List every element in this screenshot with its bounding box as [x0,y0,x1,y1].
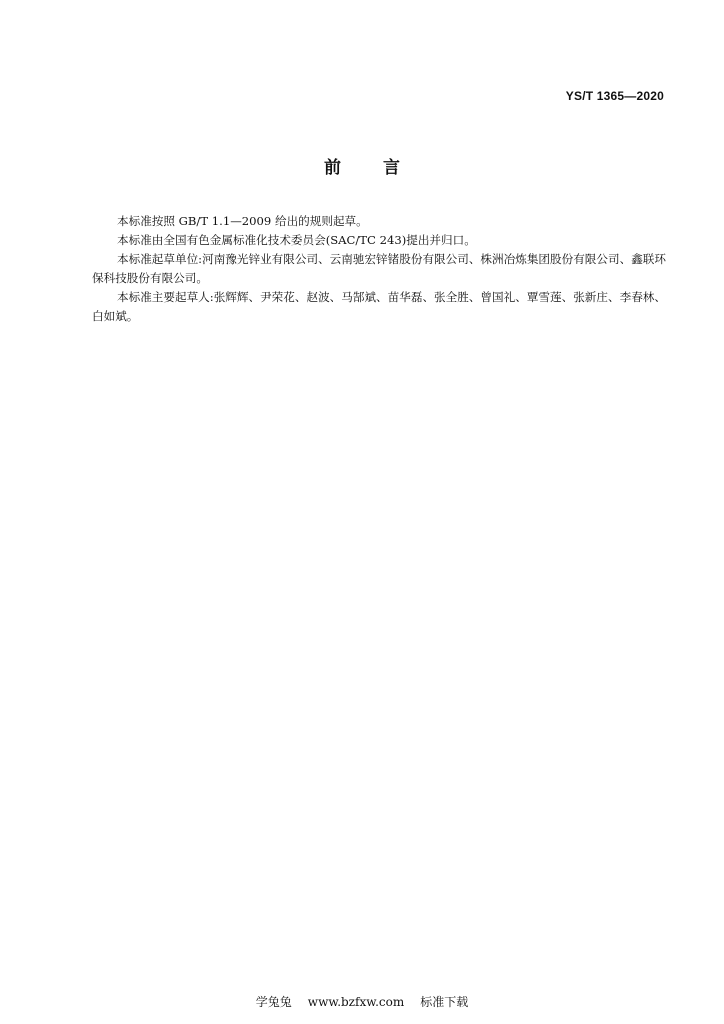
page-footer [0,993,724,1010]
footer-site-tagline: 标准下载 [420,995,469,1009]
footer-site-name: 学兔兔 [255,995,292,1009]
paragraph-drafting-units: 本标准起草单位:河南豫光锌业有限公司、云南驰宏锌锗股份有限公司、株洲冶炼集团股份有限公司、鑫联环保科技股份有限公司。 [92,252,666,285]
page-title: 前言 [324,158,442,178]
standard-number: YS/T 1365—2020 [565,89,664,103]
paragraph-main-drafters: 本标准主要起草人:张辉辉、尹荣花、赵波、马郜斌、苗华磊、张全胜、曾国礼、覃雪莲、张新庄、李春林、白如斌。 [92,290,666,323]
paragraph-proposer: 本标准由全国有色金属标准化技术委员会(SAC/TC 243)提出并归口。 [117,233,476,247]
footer-site-url[interactable]: www.bzfxw.com [307,995,405,1009]
paragraph-drafting-rules: 本标准按照 GB/T 1.1—2009 给出的规则起草。 [117,214,368,228]
foreword-body [92,212,666,326]
